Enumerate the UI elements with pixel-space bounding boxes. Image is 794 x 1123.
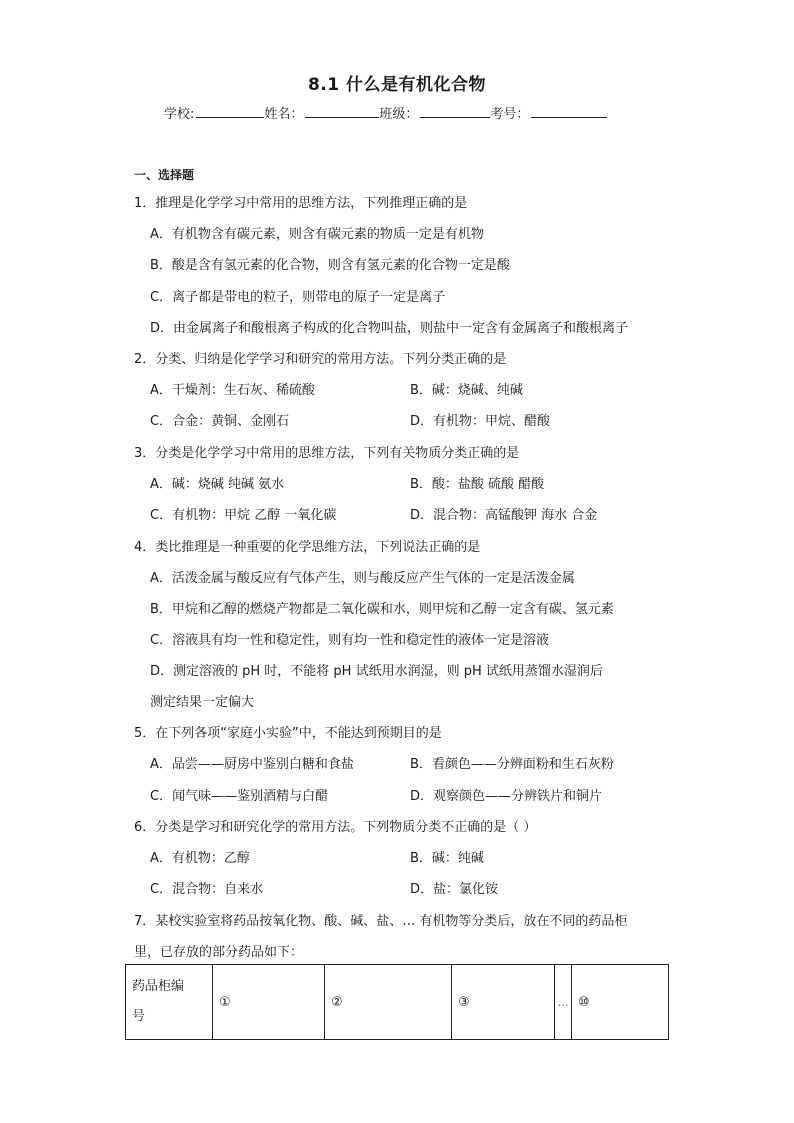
question-2-stem: 2．分类、归纳是化学学习和研究的常用方法。下列分类正确的是 [134, 352, 507, 367]
cabinet-number-header-line2: 号 [132, 1009, 146, 1024]
question-1-option-b: B．酸是含有氢元素的化合物，则含有氢元素的化合物一定是酸 [150, 258, 510, 273]
exam-no-blank[interactable] [531, 104, 607, 118]
question-7-stem: 7．某校实验室将药品按氧化物、酸、碱、盐、… 有机物等分类后，放在不同的药品柜 [134, 914, 628, 929]
question-1-option-c: C．离子都是带电的粒子，则带电的原子一定是离子 [150, 290, 446, 305]
cabinet-number-header-line1: 药品柜编 [132, 979, 185, 994]
question-6-stem: 6．分类是学习和研究化学的常用方法。下列物质分类不正确的是（ ） [134, 820, 537, 835]
question-5-option-a: A．品尝——厨房中鉴别白糖和食盐 [150, 757, 354, 772]
question-2-option-a: A．干燥剂：生石灰、稀硫酸 [150, 383, 315, 398]
page-title: 8.1 什么是有机化合物 [307, 75, 487, 95]
question-6-option-a: A．有机物：乙醇 [150, 851, 250, 866]
cabinet-cell-ellipsis: … [555, 965, 572, 1040]
question-4-option-b: B．甲烷和乙醇的燃烧产物都是二氧化碳和水，则甲烷和乙醇一定含有碳、氢元素 [150, 602, 614, 617]
question-4-stem: 4．类比推理是一种重要的化学思维方法，下列说法正确的是 [134, 540, 481, 555]
name-blank[interactable] [305, 104, 379, 118]
name-label: 姓名： [264, 107, 304, 122]
cabinet-cell-10: ⑩ [572, 965, 669, 1040]
question-5-option-d: D．观察颜色——分辨铁片和铜片 [410, 789, 603, 804]
question-7-stem-cont: 里，已存放的部分药品如下： [134, 945, 304, 960]
question-3-option-d: D．混合物：高锰酸钾 海水 合金 [410, 508, 598, 523]
question-4-option-a: A．活泼金属与酸反应有气体产生，则与酸反应产生气体的一定是活泼金属 [150, 571, 575, 586]
cabinet-cell-3: ③ [452, 965, 555, 1040]
class-label: 班级： [379, 107, 419, 122]
question-2-option-d: D．有机物：甲烷、醋酸 [410, 414, 551, 429]
cabinet-cell-1: ① [213, 965, 325, 1040]
question-1-option-a: A．有机物含有碳元素，则含有碳元素的物质一定是有机物 [150, 227, 484, 242]
question-1-stem: 1．推理是化学学习中常用的思维方法，下列推理正确的是 [134, 196, 468, 211]
question-4-option-c: C．溶液具有均一性和稳定性，则有均一性和稳定性的液体一定是溶液 [150, 633, 550, 648]
question-6-option-b: B．碱：纯碱 [410, 851, 484, 866]
table-row [126, 965, 669, 1040]
cabinet-table [125, 964, 669, 1040]
student-info-line [164, 103, 684, 122]
section-title: 一、选择题 [134, 168, 195, 182]
cabinet-number-header [126, 965, 213, 1040]
question-3-option-a: A．碱：烧碱 纯碱 氨水 [150, 477, 285, 492]
question-4-option-d-cont: 测定结果一定偏大 [150, 695, 255, 710]
class-blank[interactable] [420, 104, 490, 118]
question-4-option-d: D．测定溶液的 pH 时，不能将 pH 试纸用水润湿，则 pH 试纸用蒸馏水湿润后 [150, 664, 603, 679]
question-3-option-b: B．酸：盐酸 硫酸 醋酸 [410, 477, 545, 492]
cabinet-cell-2: ② [325, 965, 452, 1040]
question-5-option-c: C．闻气味——鉴别酒精与白醋 [150, 789, 329, 804]
question-2-option-c: C．合金：黄铜、金刚石 [150, 414, 290, 429]
question-6-option-d: D．盐：氯化铵 [410, 882, 499, 897]
question-2-option-b: B．碱：烧碱、纯碱 [410, 383, 523, 398]
exam-no-label: 考号： [490, 107, 530, 122]
question-1-option-d: D．由金属离子和酸根离子构成的化合物叫盐，则盐中一定含有金属离子和酸根离子 [150, 321, 629, 336]
question-5-option-b: B．看颜色——分辨面粉和生石灰粉 [410, 757, 614, 772]
school-blank[interactable] [196, 104, 264, 118]
question-5-stem: 5．在下列各项“家庭小实验”中，不能达到预期目的是 [134, 726, 442, 741]
school-label: 学校: [164, 107, 195, 122]
question-3-option-c: C．有机物：甲烷 乙醇 一氧化碳 [150, 508, 337, 523]
question-3-stem: 3．分类是化学学习中常用的思维方法，下列有关物质分类正确的是 [134, 446, 520, 461]
question-6-option-c: C．混合物：自来水 [150, 882, 264, 897]
